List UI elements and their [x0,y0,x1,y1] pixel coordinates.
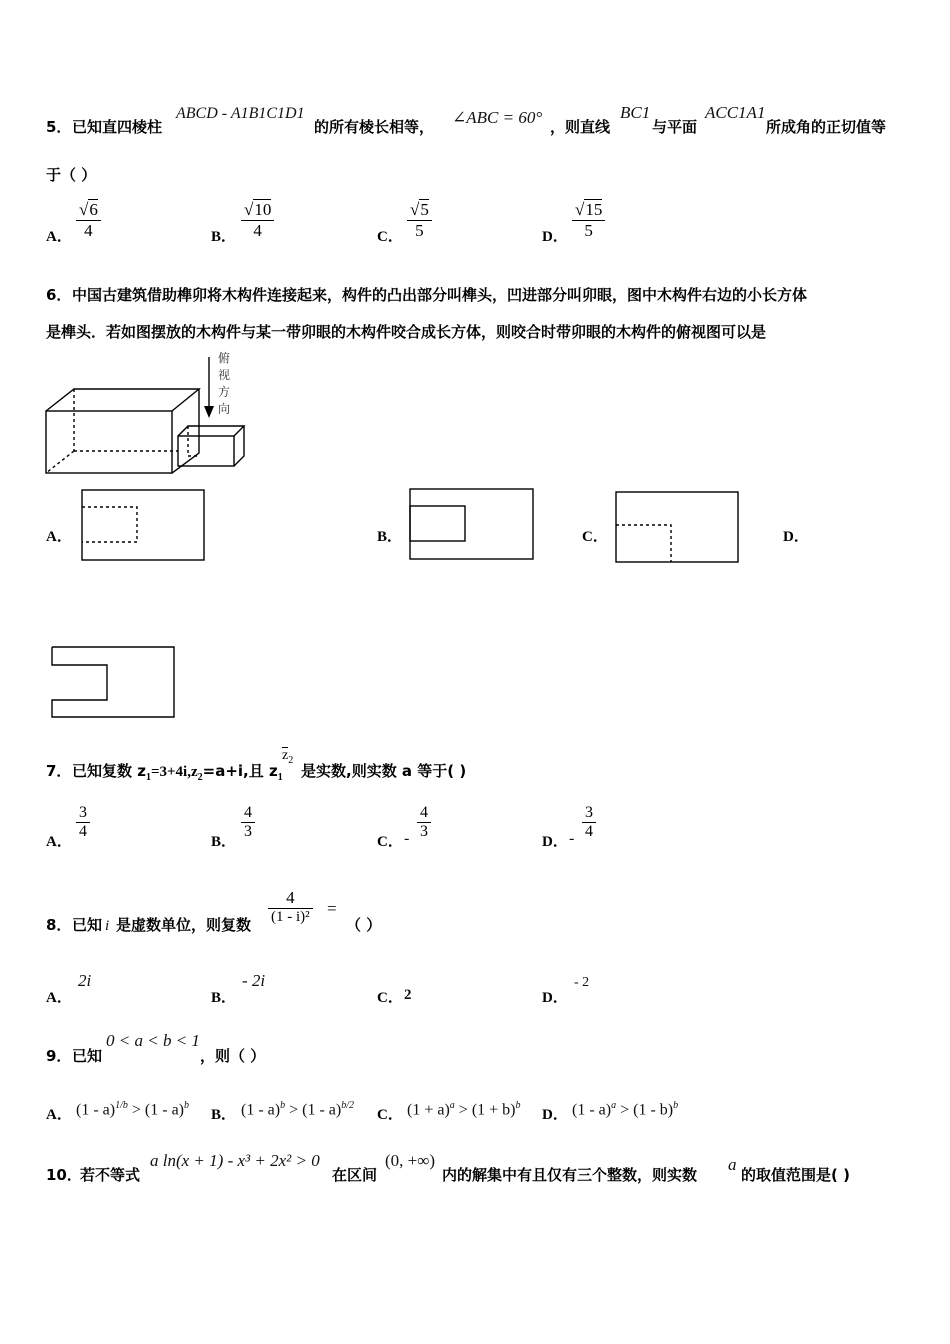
q6-option-c-dashed-slot [616,525,671,562]
q8-option-d-value[interactable]: - 2 [574,975,590,990]
q8-option-b-label[interactable]: B． [211,990,237,1006]
q7-option-c-label[interactable]: C． [377,834,403,850]
q6-option-a-dashed-slot [82,507,137,542]
radicand: 15 [585,200,603,219]
q9-text-2: ，则（ ） [200,1047,266,1065]
view-label-char: 向 [218,402,231,416]
view-label-char: 俯 [218,351,231,365]
q9-text-1: 已知 [72,1047,103,1065]
q7-option-a-label[interactable]: A． [46,834,72,850]
q5-angle: ∠ABC = 60° [452,108,543,127]
view-label-char: 方 [218,385,231,399]
q8-option-c-value[interactable]: 2 [404,987,412,1003]
q10-text-4: 的取值范围是( ) [741,1166,850,1184]
q7-conjugate-z2 [282,748,293,766]
q5-text-2: 的所有棱长相等， [314,118,435,136]
base-right: (1 + b) [471,1101,516,1119]
minus-sign: - [404,830,410,847]
radicand: 6 [89,200,98,219]
q6-option-a-label[interactable]: A． [46,529,72,545]
base-right: (1 - a) [302,1101,342,1119]
q10-text-2: 在区间 [332,1166,378,1184]
fraction-denominator: 5 [572,220,605,241]
base-left: (1 + a) [407,1101,450,1119]
q6-option-d-label[interactable]: D． [783,529,809,545]
fraction-denominator: 4 [76,822,90,841]
q8-option-a-value[interactable]: 2i [78,971,92,990]
q5-text-6: 于（ ） [46,166,97,184]
greater-than: > [616,1101,634,1119]
q10-text-3: 内的解集中有且仅有三个整数，则实数 [442,1166,698,1184]
q10-number: 10． [46,1166,82,1184]
q8-equals: = [327,899,337,918]
q6-text-line1: 中国古建筑借助榫卯将木构件连接起来，构件的凸出部分叫榫头，凹进部分叫卯眼，图中木构件右边的小长方体 [72,286,808,304]
exponent-right: b [184,1100,189,1111]
q5-text-5: 所成角的正切值等 [766,118,887,136]
exponent-left: a [611,1100,617,1111]
q8-frac-den: (1 - i)² [268,908,313,926]
q7-option-d-value[interactable] [582,804,596,841]
q9-option-b-label[interactable]: B． [211,1107,237,1123]
sqrt-symbol: √ [244,200,254,219]
q8-text-1: 已知 [72,916,103,934]
q9-option-c-value[interactable] [407,1100,521,1119]
q6-option-b-outline [410,489,533,559]
q9-option-c-label[interactable]: C． [377,1107,403,1123]
q8-option-c-label[interactable]: C． [377,990,403,1006]
q7-text-1: 已知复数 z [72,762,146,780]
q6-option-c-outline [616,492,738,562]
exponent-left: b [280,1100,286,1111]
q9-option-d-label[interactable]: D． [542,1107,568,1123]
q8-text-2: 是虚数单位，则复数 [116,916,252,934]
q7-number: 7． [46,762,72,780]
q5-option-c-label[interactable]: C． [377,229,403,245]
q7-sub-2: 2 [197,772,203,783]
q5-text-3: ，则直线 [550,118,611,136]
q7-sub-1: 1 [145,772,151,783]
q5-line: BC1 [620,103,651,122]
q9-option-a-label[interactable]: A． [46,1107,72,1123]
fraction-denominator: 4 [582,822,596,841]
radicand: 10 [254,200,272,219]
q5-text-4: 与平面 [652,118,698,136]
base-left: (1 - a) [76,1101,116,1119]
radicand: 5 [420,200,429,219]
exponent-left: 1/b [115,1100,128,1111]
q10-interval: (0, +∞) [385,1151,436,1170]
q5-option-b-label[interactable]: B． [211,229,237,245]
base-right: (1 - b) [633,1101,674,1119]
greater-than: > [127,1101,145,1119]
q7-option-c-value[interactable] [417,804,431,841]
minus-sign: - [569,830,575,847]
sqrt-symbol: √ [410,200,420,219]
q7-text-3: =a+i,且 z [202,762,278,780]
q8-imag-unit: i [105,918,110,934]
q5-number: 5． [46,118,72,136]
q8-option-b-value[interactable]: - 2i [242,971,266,990]
q6-option-c-label[interactable]: C． [582,529,608,545]
base-right: (1 - a) [144,1101,184,1119]
fraction-numerator: 3 [79,804,87,821]
q9-option-a-value[interactable] [76,1100,189,1119]
q7-sub-3: 1 [277,772,283,783]
q6-number: 6． [46,286,72,304]
exponent-right: b [515,1100,521,1111]
q7-text [72,760,283,783]
q7-option-d-label[interactable]: D． [542,834,568,850]
q7-option-b-label[interactable]: B． [211,834,237,850]
exponent-left: a [449,1100,455,1111]
q6-option-b-label[interactable]: B． [377,529,403,545]
q9-option-b-value[interactable] [241,1100,354,1119]
q10-text-1: 若不等式 [80,1166,141,1184]
q8-fraction [268,888,313,926]
q5-option-d-label[interactable]: D． [542,229,568,245]
fraction-denominator: 4 [241,220,274,241]
exponent-right: b/2 [341,1100,354,1111]
fraction-numerator: 4 [244,804,252,821]
q5-prism: ABCD - A1B1C1D1 [176,105,305,122]
q7-conj-z: z [282,748,289,763]
q10-a: a [728,1155,737,1174]
q5-plane: ACC1A1 [705,103,766,122]
q6-option-b-slot [410,506,465,541]
sqrt-symbol: √ [79,200,89,219]
q8-option-d-label[interactable]: D． [542,990,568,1006]
fraction-denominator: 3 [417,822,431,841]
q10-inequality: a ln(x + 1) - x³ + 2x² > 0 [150,1151,320,1170]
fraction-numerator: 3 [585,804,593,821]
q5-text-1: 已知直四棱柱 [72,118,163,136]
q7-option-b-value[interactable] [241,804,255,841]
view-label-char: 视 [218,368,231,382]
q7-text-4: 是实数,则实数 a 等于( ) [301,762,467,780]
q7-text-2: =3+4i,z [150,764,198,780]
q6-option-a-outline [82,490,204,560]
base-left: (1 - a) [241,1101,281,1119]
q8-option-a-label[interactable]: A． [46,990,72,1006]
q5-option-a-label[interactable]: A． [46,229,72,245]
q8-frac-num: 4 [286,888,295,907]
q6-option-d-outline [52,647,174,717]
greater-than: > [285,1101,303,1119]
q8-text-3: （ ） [346,916,382,934]
q7-option-a-value[interactable] [76,804,90,841]
fraction-denominator: 4 [76,220,101,241]
base-left: (1 - a) [572,1101,612,1119]
q8-number: 8． [46,916,72,934]
q9-number: 9． [46,1047,72,1065]
greater-than: > [454,1101,472,1119]
q9-option-d-value[interactable] [572,1100,678,1119]
exponent-right: b [673,1100,679,1111]
q6-text-line2: 是榫头．若如图摆放的木构件与某一带卯眼的木构件咬合成长方体，则咬合时带卯眼的木构件的俯视图可以是 [46,323,767,341]
fraction-numerator: 4 [420,804,428,821]
sqrt-symbol: √ [575,200,585,219]
fraction-denominator: 3 [241,822,255,841]
fraction-denominator: 5 [407,220,432,241]
q9-condition: 0 < a < b < 1 [106,1031,200,1050]
q7-conj-sub: 2 [288,754,294,766]
